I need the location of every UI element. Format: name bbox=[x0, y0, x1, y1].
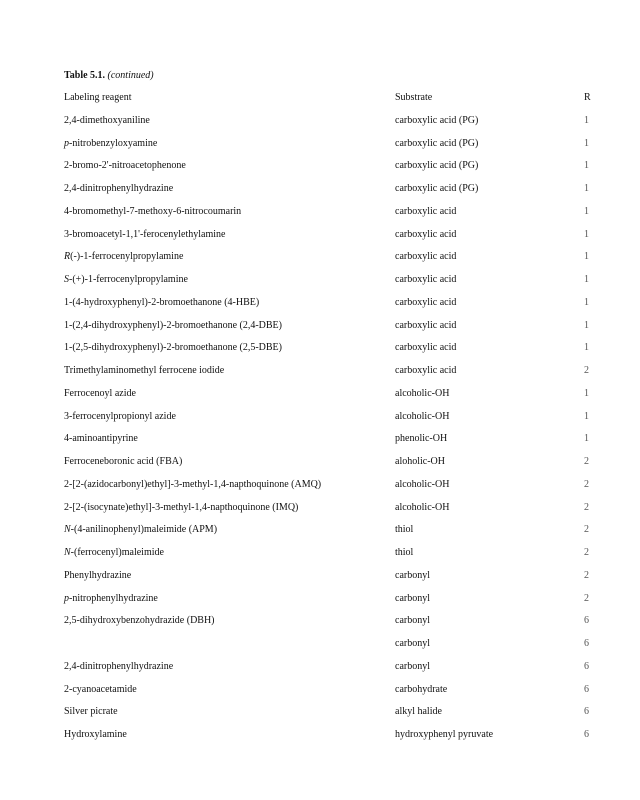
reagent-name: 3-bromoacetyl-1,1'-ferocenylethylamine bbox=[64, 228, 226, 240]
table-row bbox=[64, 615, 640, 638]
substrate-cell: carbonyl bbox=[395, 592, 430, 604]
reagent-italic-prefix: R bbox=[64, 251, 71, 263]
table-row bbox=[64, 638, 640, 661]
reagent-name: (-)-1-ferrocenylpropylamine bbox=[70, 251, 184, 263]
substrate-cell: carbonyl bbox=[395, 615, 430, 627]
labeling-reagent-cell bbox=[64, 160, 186, 172]
header-labeling-reagent: Labeling reagent bbox=[64, 92, 132, 103]
ref-cell-clipped: 1 bbox=[584, 114, 589, 126]
substrate-cell: carboxylic acid bbox=[395, 296, 457, 308]
table-row bbox=[64, 547, 640, 570]
labeling-reagent-cell bbox=[64, 615, 215, 627]
labeling-reagent-cell bbox=[64, 183, 173, 195]
table-row bbox=[64, 115, 640, 138]
substrate-cell: carboxylic acid bbox=[395, 228, 457, 240]
table-row bbox=[64, 206, 640, 229]
ref-cell-clipped: 1 bbox=[584, 387, 589, 399]
reagent-name: 4-aminoantipyrine bbox=[64, 433, 138, 445]
substrate-cell: alcoholic-OH bbox=[395, 387, 450, 399]
table-row bbox=[64, 160, 640, 183]
table-row bbox=[64, 456, 640, 479]
labeling-reagent-cell bbox=[64, 206, 241, 218]
reagent-name: 2-[2-(isocynate)ethyl]-3-methyl-1,4-napthoquinone (IMQ) bbox=[64, 501, 299, 513]
table-body bbox=[64, 115, 640, 752]
table-row bbox=[64, 661, 640, 684]
table-row bbox=[64, 365, 640, 388]
reagent-italic-prefix: N bbox=[64, 524, 71, 536]
labeling-reagent-cell bbox=[64, 661, 173, 673]
ref-cell-clipped: 1 bbox=[584, 183, 589, 194]
reagent-italic-prefix: N bbox=[64, 547, 71, 558]
reagent-name: 2,5-dihydroxybenzohydrazide (DBH) bbox=[64, 615, 215, 627]
reagent-name: 4-bromomethyl-7-methoxy-6-nitrocoumarin bbox=[64, 205, 242, 217]
substrate-cell: thiol bbox=[395, 547, 414, 558]
table-header-row bbox=[64, 92, 640, 115]
labeling-reagent-cell bbox=[64, 297, 259, 309]
reagent-name: -(ferrocenyl)maleimide bbox=[70, 547, 164, 558]
reagent-italic-prefix: p bbox=[64, 137, 69, 149]
reagent-name: 2-cyanoacetamide bbox=[64, 683, 137, 695]
ref-cell-clipped: 1 bbox=[584, 342, 589, 354]
table-row bbox=[64, 229, 640, 252]
ref-cell-clipped: 1 bbox=[584, 137, 589, 149]
table-row bbox=[64, 684, 640, 707]
table-row bbox=[64, 297, 640, 320]
substrate-cell: carboxylic acid bbox=[395, 274, 457, 285]
labeling-reagent-cell bbox=[64, 320, 282, 332]
substrate-cell: hydroxyphenyl pyruvate bbox=[395, 729, 494, 740]
ref-cell-clipped: 1 bbox=[584, 296, 589, 308]
ref-cell-clipped: 1 bbox=[584, 319, 589, 331]
table-row bbox=[64, 251, 640, 274]
ref-cell-clipped: 6 bbox=[584, 683, 589, 695]
labeling-reagent-table bbox=[64, 92, 640, 752]
substrate-cell: carboxylic acid bbox=[395, 251, 457, 263]
labeling-reagent-cell bbox=[64, 138, 157, 150]
table-row bbox=[64, 706, 640, 729]
table-row bbox=[64, 729, 640, 752]
ref-cell-clipped: 2 bbox=[584, 365, 589, 376]
ref-cell-clipped: 2 bbox=[584, 569, 589, 581]
table-row bbox=[64, 342, 640, 365]
substrate-cell: carboxylic acid bbox=[395, 319, 457, 331]
labeling-reagent-cell bbox=[64, 593, 158, 605]
labeling-reagent-cell bbox=[64, 684, 137, 696]
reagent-name: 2,4-dinitrophenylhydrazine bbox=[64, 660, 174, 672]
substrate-cell: alkyl halide bbox=[395, 706, 442, 718]
reagent-name: -(4-anilinophenyl)maleimide (APM) bbox=[70, 524, 218, 536]
table-row bbox=[64, 593, 640, 616]
reagent-name: 3-ferrocenylpropionyl azide bbox=[64, 410, 176, 422]
substrate-cell: alcoholic-OH bbox=[395, 410, 450, 422]
ref-cell-clipped: 1 bbox=[584, 410, 589, 422]
substrate-cell: carboxylic acid bbox=[395, 205, 457, 217]
table-row bbox=[64, 524, 640, 547]
substrate-cell: aloholic-OH bbox=[395, 456, 445, 467]
table-row bbox=[64, 138, 640, 161]
labeling-reagent-cell bbox=[64, 115, 150, 127]
table-row bbox=[64, 320, 640, 343]
labeling-reagent-cell bbox=[64, 388, 136, 400]
reagent-name: 1-(2,5-dihydroxyphenyl)-2-bromoethanone (2,5-DBE) bbox=[64, 342, 282, 354]
ref-cell-clipped: 6 bbox=[584, 660, 589, 672]
ref-cell-clipped: 1 bbox=[584, 160, 589, 172]
reagent-italic-prefix: p bbox=[64, 592, 69, 604]
ref-cell-clipped: 1 bbox=[584, 251, 589, 263]
ref-cell-clipped: 2 bbox=[584, 456, 589, 467]
header-ref-clipped: R bbox=[584, 92, 591, 103]
substrate-cell: thiol bbox=[395, 524, 414, 536]
labeling-reagent-cell bbox=[64, 229, 225, 241]
reagent-name: 1-(4-hydroxyphenyl)-2-bromoethanone (4-HBE) bbox=[64, 296, 260, 308]
ref-cell-clipped: 2 bbox=[584, 501, 589, 513]
labeling-reagent-cell bbox=[64, 479, 321, 491]
table-row bbox=[64, 433, 640, 456]
reagent-name: 2,4-dinitrophenylhydrazine bbox=[64, 183, 174, 194]
table-row bbox=[64, 411, 640, 434]
substrate-cell: carboxylic acid (PG) bbox=[395, 114, 479, 126]
substrate-cell: alcoholic-OH bbox=[395, 501, 450, 513]
ref-cell-clipped: 2 bbox=[584, 592, 589, 604]
labeling-reagent-cell bbox=[64, 502, 298, 514]
table-row bbox=[64, 274, 640, 297]
reagent-name: Phenylhydrazine bbox=[64, 569, 132, 581]
labeling-reagent-cell bbox=[64, 433, 138, 445]
table-row bbox=[64, 570, 640, 593]
table-caption-label: Table 5.1. bbox=[64, 70, 106, 81]
reagent-name: 2,4-dimethoxyaniline bbox=[64, 114, 150, 126]
reagent-name: -nitrobenzyloxyamine bbox=[69, 137, 158, 149]
substrate-cell: carbonyl bbox=[395, 638, 430, 649]
labeling-reagent-cell bbox=[64, 570, 131, 582]
reagent-name: Ferroceneboronic acid (FBA) bbox=[64, 456, 183, 467]
table-row bbox=[64, 388, 640, 411]
reagent-name: Silver picrate bbox=[64, 706, 118, 718]
ref-cell-clipped: 2 bbox=[584, 524, 589, 536]
header-substrate: Substrate bbox=[395, 92, 433, 103]
ref-cell-clipped: 6 bbox=[584, 706, 589, 718]
labeling-reagent-cell bbox=[64, 547, 164, 559]
labeling-reagent-cell bbox=[64, 251, 183, 263]
table-caption bbox=[64, 70, 154, 82]
substrate-cell: carboxylic acid (PG) bbox=[395, 183, 479, 194]
reagent-name: 2-[2-(azidocarbonyl)ethyl]-3-methyl-1,4-napthoquinone (AMQ) bbox=[64, 478, 322, 490]
substrate-cell: alcoholic-OH bbox=[395, 478, 450, 490]
table-row bbox=[64, 183, 640, 206]
labeling-reagent-cell bbox=[64, 274, 188, 286]
table-row bbox=[64, 479, 640, 502]
ref-cell-clipped: 2 bbox=[584, 547, 589, 558]
substrate-cell: carbonyl bbox=[395, 569, 430, 581]
reagent-italic-prefix: S bbox=[64, 274, 69, 285]
reagent-name: -nitrophenylhydrazine bbox=[69, 592, 158, 604]
ref-cell-clipped: 1 bbox=[584, 433, 589, 445]
substrate-cell: carboxylic acid bbox=[395, 342, 457, 354]
ref-cell-clipped: 6 bbox=[584, 638, 589, 649]
ref-cell-clipped: 2 bbox=[584, 478, 589, 490]
substrate-cell: carboxylic acid (PG) bbox=[395, 160, 479, 172]
reagent-name: 2-bromo-2'-nitroacetophenone bbox=[64, 160, 186, 172]
reagent-name: Trimethylaminomethyl ferrocene iodide bbox=[64, 365, 225, 376]
ref-cell-clipped: 6 bbox=[584, 729, 589, 740]
labeling-reagent-cell bbox=[64, 365, 224, 377]
substrate-cell: carboxylic acid (PG) bbox=[395, 137, 479, 149]
reagent-name: 1-(2,4-dihydroxyphenyl)-2-bromoethanone (2,4-DBE) bbox=[64, 319, 282, 331]
table-row bbox=[64, 502, 640, 525]
ref-cell-clipped: 1 bbox=[584, 205, 589, 217]
labeling-reagent-cell bbox=[64, 411, 176, 423]
reagent-name: -(+)-1-ferrocenylpropylamine bbox=[69, 274, 188, 285]
substrate-cell: carboxylic acid bbox=[395, 365, 457, 376]
labeling-reagent-cell bbox=[64, 706, 118, 718]
reagent-name: Ferrocenoyl azide bbox=[64, 387, 136, 399]
ref-cell-clipped: 1 bbox=[584, 228, 589, 240]
labeling-reagent-cell bbox=[64, 524, 217, 536]
substrate-cell: carbohydrate bbox=[395, 683, 448, 695]
reagent-name: Hydroxylamine bbox=[64, 729, 127, 740]
labeling-reagent-cell bbox=[64, 456, 182, 468]
substrate-cell: phenolic-OH bbox=[395, 433, 448, 445]
labeling-reagent-cell bbox=[64, 342, 282, 354]
table-caption-continued: (continued) bbox=[107, 70, 154, 81]
labeling-reagent-cell bbox=[64, 729, 127, 741]
ref-cell-clipped: 1 bbox=[584, 274, 589, 285]
substrate-cell: carbonyl bbox=[395, 660, 430, 672]
ref-cell-clipped: 6 bbox=[584, 615, 589, 627]
